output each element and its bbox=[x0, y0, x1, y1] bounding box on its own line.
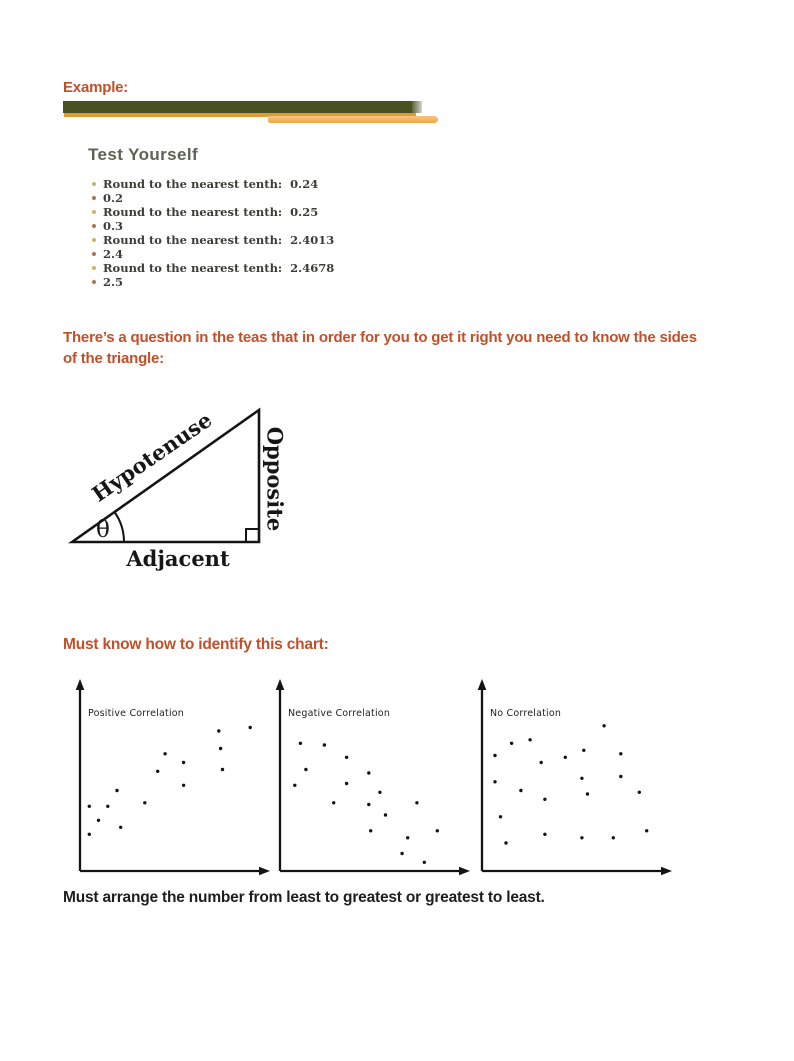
divider-bar-shadow bbox=[412, 101, 422, 113]
list-item bbox=[91, 177, 334, 191]
slide-title: Test Yourself bbox=[88, 145, 199, 164]
triangle-figure bbox=[60, 400, 350, 585]
adjacent-label: Adjacent bbox=[126, 546, 230, 571]
scatter-point bbox=[406, 836, 409, 839]
bullet-text: Round to the nearest tenth: 0.25 bbox=[103, 205, 319, 219]
x-axis-arrow-icon bbox=[661, 867, 672, 876]
scatter-point bbox=[519, 789, 522, 792]
scatter-point bbox=[499, 815, 502, 818]
scatter-point bbox=[378, 791, 381, 794]
slide-divider-bar bbox=[63, 101, 423, 125]
scatter-point bbox=[602, 724, 605, 727]
teas-note bbox=[63, 327, 763, 369]
bullet-text: 2.5 bbox=[103, 275, 124, 289]
list-item bbox=[91, 233, 334, 247]
bullet-text: Round to the nearest tenth: 2.4678 bbox=[103, 261, 335, 275]
hypotenuse-label: Hypotenuse bbox=[87, 407, 217, 507]
chart-title: No Correlation bbox=[490, 708, 562, 719]
scatter-point bbox=[367, 771, 370, 774]
list-item bbox=[91, 191, 334, 205]
scatter-point bbox=[332, 801, 335, 804]
scatter-point bbox=[97, 819, 100, 822]
scatter-point bbox=[345, 782, 348, 785]
opposite-label: Opposite bbox=[262, 426, 288, 532]
scatter-point bbox=[219, 747, 222, 750]
scatter-point bbox=[106, 805, 109, 808]
scatter-point bbox=[528, 738, 531, 741]
identify-chart-heading: Must know how to identify this chart: bbox=[63, 636, 329, 653]
scatter-point bbox=[293, 784, 296, 787]
teas-note-line: There’s a question in the teas that in order for you to get it right you need to know the sides bbox=[63, 329, 697, 346]
chart-title: Negative Correlation bbox=[288, 708, 391, 719]
bullet-icon bbox=[92, 238, 96, 242]
chart-title: Positive Correlation bbox=[88, 708, 185, 719]
right-angle-marker bbox=[246, 529, 259, 542]
bullet-text: Round to the nearest tenth: 2.4013 bbox=[103, 233, 335, 247]
scatter-point bbox=[369, 829, 372, 832]
bullet-list bbox=[91, 177, 334, 289]
bullet-text: 2.4 bbox=[103, 247, 124, 261]
bullet-text: 0.3 bbox=[103, 219, 124, 233]
scatter-point bbox=[119, 826, 122, 829]
scatter-plot-no-correlation bbox=[468, 675, 678, 880]
y-axis-arrow-icon bbox=[276, 679, 285, 690]
scatter-point bbox=[217, 729, 220, 732]
list-item bbox=[91, 275, 334, 289]
scatter-point bbox=[88, 805, 91, 808]
list-item bbox=[91, 261, 334, 275]
list-item bbox=[91, 247, 334, 261]
theta-arc bbox=[115, 512, 125, 542]
bullet-text: 0.2 bbox=[103, 191, 124, 205]
scatter-point bbox=[436, 829, 439, 832]
arrange-note: Must arrange the number from least to greatest or greatest to least. bbox=[63, 889, 545, 906]
scatter-point bbox=[619, 775, 622, 778]
scatter-point bbox=[182, 784, 185, 787]
scatter-point bbox=[221, 768, 224, 771]
scatter-point bbox=[182, 761, 185, 764]
bullet-text: Round to the nearest tenth: 0.24 bbox=[103, 177, 319, 191]
bullet-icon bbox=[92, 196, 96, 200]
divider-orange-accent bbox=[268, 116, 438, 123]
scatter-point bbox=[493, 754, 496, 757]
scatter-plot-positive-correlation bbox=[66, 675, 276, 880]
scatter-point bbox=[586, 792, 589, 795]
bullet-icon bbox=[92, 182, 96, 186]
bullet-icon bbox=[92, 252, 96, 256]
scatter-point bbox=[612, 836, 615, 839]
scatter-point bbox=[543, 833, 546, 836]
example-heading: Example: bbox=[63, 79, 129, 96]
y-axis-arrow-icon bbox=[478, 679, 487, 690]
scatter-point bbox=[323, 743, 326, 746]
teas-note-line: of the triangle: bbox=[63, 350, 164, 367]
scatter-plot-negative-correlation bbox=[266, 675, 476, 880]
bullet-icon bbox=[92, 224, 96, 228]
scatter-point bbox=[367, 803, 370, 806]
scatter-point bbox=[384, 813, 387, 816]
scatter-point bbox=[423, 861, 426, 864]
scatter-point bbox=[345, 756, 348, 759]
scatter-point bbox=[564, 756, 567, 759]
scatter-point bbox=[493, 780, 496, 783]
scatter-point bbox=[304, 768, 307, 771]
list-item bbox=[91, 219, 334, 233]
scatter-point bbox=[299, 742, 302, 745]
bullet-icon bbox=[92, 280, 96, 284]
scatter-point bbox=[638, 791, 641, 794]
scatter-point bbox=[580, 777, 583, 780]
scatter-point bbox=[582, 749, 585, 752]
scatter-point bbox=[143, 801, 146, 804]
scatter-point bbox=[510, 742, 513, 745]
scatter-point bbox=[249, 726, 252, 729]
y-axis-arrow-icon bbox=[76, 679, 85, 690]
scatter-point bbox=[504, 841, 507, 844]
scatter-point bbox=[543, 798, 546, 801]
scatter-point bbox=[540, 761, 543, 764]
theta-label: θ bbox=[96, 517, 110, 543]
list-item bbox=[91, 205, 334, 219]
scatter-point bbox=[400, 852, 403, 855]
divider-green-bar bbox=[63, 101, 412, 113]
scatter-point bbox=[163, 752, 166, 755]
bullet-icon bbox=[92, 266, 96, 270]
scatter-point bbox=[156, 770, 159, 773]
scatter-point bbox=[115, 789, 118, 792]
scatter-point bbox=[580, 836, 583, 839]
scatter-point bbox=[415, 801, 418, 804]
scatter-point bbox=[88, 833, 91, 836]
scatter-point bbox=[645, 829, 648, 832]
bullet-icon bbox=[92, 210, 96, 214]
scatter-point bbox=[619, 752, 622, 755]
